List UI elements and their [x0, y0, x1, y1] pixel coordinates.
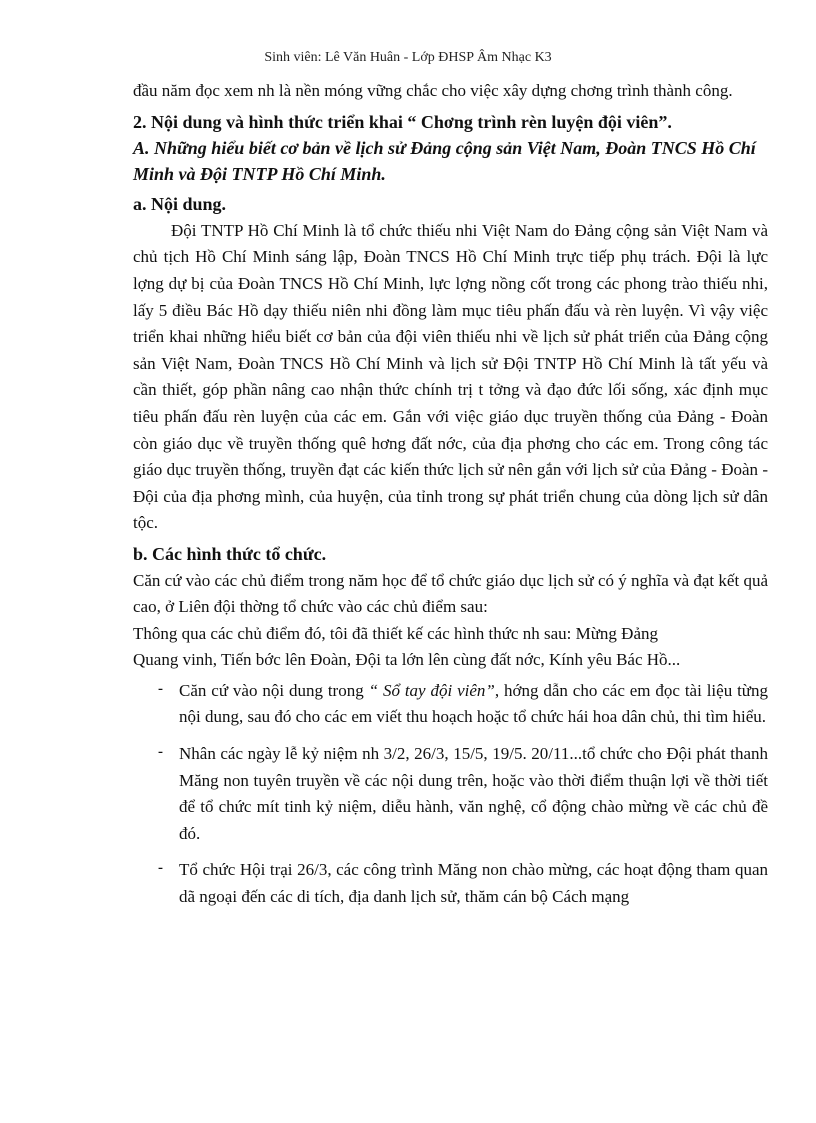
section-heading-2: 2. Nội dung và hình thức triển khai “ Chơng trình rèn luyện đội viên”. — [133, 111, 672, 132]
dash-bullet-icon: - — [158, 680, 163, 697]
bullet1-text-end: , hớng dẫn cho các em đọc tài liệu từng nội dung, sau đó cho các em viết thu hoạch hoặc tổ chức hái hoa dân chủ, thi tìm hiểu. — [179, 680, 769, 727]
heading-a-content: a. Nội dung. — [133, 194, 227, 215]
list-item-text — [179, 678, 768, 731]
content-paragraph: Đội TNTP Hồ Chí Minh là tổ chức thiếu nhi Việt Nam do Đảng cộng sản Việt Nam và chủ tịch Hồ Chí Minh sáng lập, Đoàn TNCS Hồ Chí Minh trực tiếp phụ trách. Đội là lực lợng dự bị của Đoàn TNCS Hồ Chí Minh, lực lợng nồng cốt trong các phong trào thiếu nhi, lấy 5 điều Bác Hồ dạy thiếu niên nhi đồng làm mục tiêu phấn đấu và rèn luyện. Vì vậy việc triển khai những hiểu biết cơ bản của đội viên thiếu nhi về lịch sử phát triển của Đảng cộng sản Việt Nam, Đoàn TNCS Hồ Chí Minh và lịch sử Đội TNTP Hồ Chí Minh là tất yếu và cần thiết, góp phần nâng cao nhận thức chính trị t tởng và đạo đức lối sống, xác định mục tiêu phấn đấu rèn luyện của các em. Gắn với việc giáo dục truyền thống của Đảng - Đoàn còn giáo dục về truyền thống quê hơng đất nớc, của địa phơng cho các em. Trong công tác giáo dục truyền thống, truyền đạt các kiến thức lịch sử nên gắn với lịch sử của Đảng - Đoàn - Đội của địa phơng mình, của huyện, của tỉnh trong sự phát triển chung của dòng lịch sử dân tộc. — [133, 220, 768, 533]
intro-paragraph: đầu năm đọc xem nh là nền móng vững chắc cho việc xây dựng chơng trình thành công. — [133, 81, 733, 100]
activity-list — [133, 678, 768, 911]
forms-paragraph-2-line2: Quang vinh, Tiến bớc lên Đoàn, Đội ta lớn lên cùng đất nớc, Kính yêu Bác Hồ... — [133, 650, 681, 670]
forms-paragraph-2-line1: Thông qua các chủ điểm đó, tôi đã thiết kế các hình thức nh sau: Mừng Đảng — [133, 623, 658, 643]
subsection-heading-A: A. Những hiểu biết cơ bản về lịch sử Đảng cộng sản Việt Nam, Đoàn TNCS Hồ Chí Minh và Đội TNTP Hồ Chí Minh. — [133, 138, 756, 185]
list-item-text: Tổ chức Hội trại 26/3, các công trình Măng non chào mừng, các hoạt động tham quan dã ngoại đến các di tích, địa danh lịch sử, thăm cán bộ Cách mạng — [179, 860, 768, 907]
list-item — [133, 741, 768, 847]
dash-bullet-icon: - — [158, 744, 163, 761]
list-item — [133, 857, 768, 910]
heading-b-forms: b. Các hình thức tổ chức. — [133, 543, 327, 564]
forms-paragraph-1: Căn cứ vào các chủ điểm trong năm học để tổ chức giáo dục lịch sử có ý nghĩa và đạt kết quả cao, ở Liên đội thờng tổ chức vào các chủ điểm sau: — [133, 570, 768, 617]
document-body — [133, 78, 768, 921]
bullet1-text-start: Căn cứ vào nội dung trong — [179, 680, 369, 700]
handbook-title: “ Sổ tay đội viên” — [368, 680, 495, 700]
dash-bullet-icon: - — [158, 860, 163, 877]
page-header: Sinh viên: Lê Văn Huân - Lớp ĐHSP Âm Nhạc K3 — [264, 50, 552, 65]
list-item — [133, 678, 768, 731]
list-item-text: Nhân các ngày lễ kỷ niệm nh 3/2, 26/3, 15/5, 19/5. 20/11...tổ chức cho Đội phát thanh Măng non tuyên truyền về các nội dung trên, hoặc vào thời điểm thuận lợi về thời tiết để tổ chức mít tinh kỷ niệm, diễu hành, văn nghệ, cổ động chào mừng về các chủ đề đó. — [179, 744, 768, 843]
